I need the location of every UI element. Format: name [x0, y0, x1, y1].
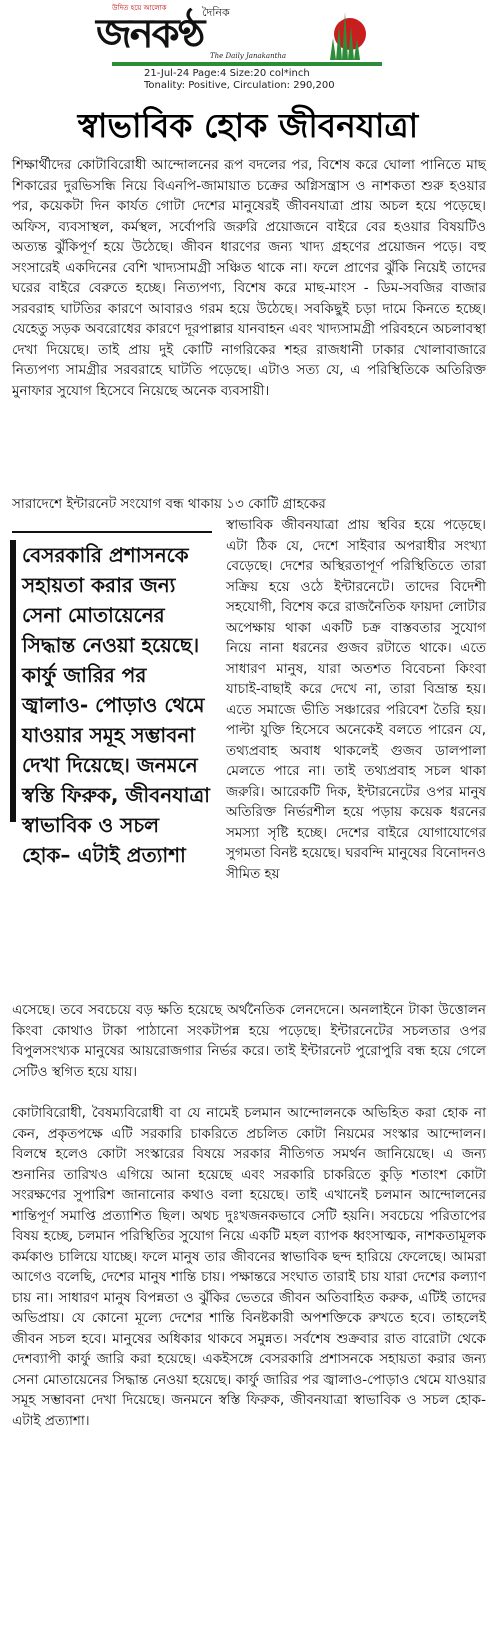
- clip-date-page-size: 21-Jul-24 Page:4 Size:20 col*inch: [144, 68, 310, 79]
- masthead-rule: [112, 62, 382, 66]
- clip-tonality-circulation: Tonality: Positive, Circulation: 290,200: [144, 80, 335, 91]
- paragraph-3: এসেছে। তবে সবচেয়ে বড় ক্ষতি হয়েছে অর্থনৈতিক লেনদেনে। অনলাইনে টাকা উত্তোলন কিংবা কোথাও টাকা পাঠানো সংকটাপন্ন হয়ে পড়েছে। ইন্টারনেটের সচলতার ওপর বিপুলসংখ্যক মানুষের আয়রোজগার নির্ভর করে। তাই ইন্টারনেট পুরোপুরি বন্ধ হয়ে গেলে সেটিও স্থগিত হয়ে যায়।: [12, 1002, 486, 1080]
- paragraph-4: কোটাবিরোধী, বৈষম্যবিরোধী বা যে নামেই চলমান আন্দোলনকে অভিহিত করা হোক না কেন, প্রকৃতপক্ষে এটি সরকারি চাকরিতে প্রচলিত কোটা নিয়মের সংস্কার আন্দোলন। বিলম্বে হলেও কোটা সংস্কারের বিষয়ে সরকার নীতিগত সমর্থন জানিয়েছে। এ জন্য শুনানির তারিখও এগিয়ে আনা হয়েছে এবং সরকারি চাকরিতে কুড়ি শতাংশ কোটা সংরক্ষণের সুপারিশ জানানোর কথাও বলা হয়েছে। তাই এখানেই চলমান আন্দোলনের শান্তিপূর্ণ সমাপ্তি প্রত্যাশিত ছিল। অথচ দুঃখজনকভাবে সেটি হয়নি। সবচেয়ে পরিতাপের বিষয় হচ্ছে, চলমান পরিস্থিতির সুযোগ নিয়ে একটি মহল ব্যাপক ধ্বংসাত্মক, নাশকতামূলক কর্মকাণ্ড চালিয়ে যাচ্ছে। ফলে মানুষ তার জীবনের স্বাভাবিক ছন্দ হারিয়ে ফেলেছে। আমরা আগেও বলেছি, দেশের মানুষ শান্তি চায়। পক্ষান্তরে সংঘাত তারাই চায় যারা দেশের কল্যাণ চায় না। সাধারণ মানুষ বিপন্নতা ও ঝুঁকির ভেতরে জীবন অতিবাহিত করুক, এটিই তাদের অভিপ্রায়। যে কোনো মূল্যে দেশের শান্তি বিনষ্টকারী অপশক্তিকে রুখতে হবে। তাহলেই জীবন সচল হবে। মানুষের অধিকার থাকবে সমুন্নত। সর্বশেষ শুক্রবার রাত বারোটা থেকে দেশব্যাপী কার্ফু জারি করা হয়েছে। একইসঙ্গে বেসরকারি প্রশাসনকে সহায়তা করার জন্য সেনা মোতায়েনের সিদ্ধান্ত নেওয়া হয়েছে। কার্ফু জারির পর জ্বালাও-পোড়াও থেমে যাওয়ার সমূহ সম্ভাবনা দেখা দিয়েছে। জনমনে স্বস্তি ফিরুক, জীবনযাত্রা স্বাভাবিক ও সচল হোক- এটাই প্রত্যাশা।: [12, 1105, 486, 1429]
- masthead-name: জনকণ্ঠ: [96, 11, 204, 57]
- paragraph-2-lead: সারাদেশে ইন্টারনেট সংযোগ বন্ধ থাকায় ১৩ কোটি গ্রাহকের: [12, 496, 326, 512]
- masthead-tagline: উদিত হয়ে আলোক: [112, 4, 167, 12]
- pullquote: বেসরকারি প্রশাসনকে সহায়তা করার জন্য সেনা মোতায়েনের সিদ্ধান্ত নেওয়া হয়েছে। কার্ফু জারির পর জ্বালাও- পোড়াও থেমে যাওয়ার সমূহ সম্ভাবনা দেখা দিয়েছে। জনমনে স্বস্তি ফিরুক, জীবনযাত্রা স্বাভাবিক ও সচল হোক– এটাই প্রত্যাশা: [10, 540, 210, 822]
- pullquote-top-rule: [12, 531, 212, 533]
- newspaper-logo: [92, 2, 392, 66]
- clip-metadata: [144, 68, 335, 92]
- monument-emblem-icon: [320, 4, 368, 60]
- masthead-name-small: দৈনিক: [202, 6, 230, 19]
- paragraph-2-column: স্বাভাবিক জীবনযাত্রা প্রায় স্থবির হয়ে পড়েছে। এটা ঠিক যে, দেশে সাইবার অপরাধীর সংখ্যা বেড়েছে। দেশের অস্থিরতাপূর্ণ পরিস্থিতিতে তারা সক্রিয় হয়ে ওঠে ইন্টারনেটে। তাদের বিদেশী সহযোগী, বিশেষ করে রাজনৈতিক ফায়দা লোটার অপেক্ষায় থাকা একটি চক্র বাস্তবতার সুযোগ নিয়ে নানা ধরনের গুজব রটাতে থাকে। এতে সাধারণ মানুষ, যারা অতশত বিবেচনা কিংবা যাচাই-বাছাই করে দেখে না, তারা বিভ্রান্ত হয়। এতে সমাজে ভীতি সঞ্চারের পরিবেশ তৈরি হয়। পাল্টা যুক্তি হিসেবে অনেকেই বলতে পারেন যে, তথ্যপ্রবাহ অবাধ থাকলেই গুজব ডালপালা মেলতে পারে না। তাই তথ্যপ্রবাহ সচল থাকা জরুরি। আরেকটি দিক, ইন্টারনেটের ওপর মানুষ অতিরিক্ত নির্ভরশীল হয়ে পড়ায় কয়েক ধরনের সমস্যা সৃষ্টি হচ্ছে। দেশের বাইরে যোগাযোগের সুগমতা বিনষ্ট হয়েছে। ঘরবন্দি মানুষের বিনোদনও সীমিত হয়: [226, 517, 486, 882]
- paragraph-1: শিক্ষার্থীদের কোটাবিরোধী আন্দোলনের রূপ বদলের পর, বিশেষ করে ঘোলা পানিতে মাছ শিকারের দুরভিসন্ধি নিয়ে বিএনপি-জামায়াত চক্রের অগ্নিসন্ত্রাস ও নাশকতা শুরু হওয়ার পর, কয়েকটা দিন কার্যত গোটা দেশের মানুষেরই জীবনযাত্রা প্রায় অচল হয়ে পড়েছে। অফিস, ব্যবসাস্থল, কর্মস্থল, সর্বোপরি জরুরি প্রয়োজনে বাইরে বের হওয়ার বিষয়টিও অত্যন্ত ঝুঁকিপূর্ণ হয়ে উঠেছে। জীবন ধারণের জন্য খাদ্য গ্রহণের প্রয়োজন পড়ে। বহু সংসারেই একদিনের বেশি খাদ্যসামগ্রী সঞ্চিত থাকে না। ফলে প্রাণের ঝুঁকি নিয়েই তাদের ঘরের বাইরে বেরুতে হচ্ছে। নিত্যপণ্য, বিশেষ করে মাছ-মাংস - ডিম-সবজির বাজার সরবরাহ ঘাটতির কারণে আবারও গরম হয়ে উঠেছে। সবকিছুই চড়া দামে কিনতে হচ্ছে। যেহেতু সড়ক অবরোধের কারণে দূরপাল্লার যানবাহন এবং খাদ্যসামগ্রী পরিবহনে অচলাবস্থা দেখা দিয়েছে। তাই প্রায় দুই কোটি নাগরিকের শহর রাজধানী ঢাকার খোলাবাজারে নিত্যপণ্য সামগ্রীর সরবরাহে ঘাটতি পড়েছে। এটাও সত্য যে, এ পরিস্থিতিকে অতিরিক্ত মুনাফার সুযোগ হিসেবে নিয়েছে অনেক ব্যবসায়ী।: [12, 157, 486, 399]
- masthead: [0, 0, 496, 66]
- article-headline: স্বাভাবিক হোক জীবনযাত্রা: [77, 106, 419, 145]
- masthead-name-english: The Daily Janakantha: [210, 52, 287, 60]
